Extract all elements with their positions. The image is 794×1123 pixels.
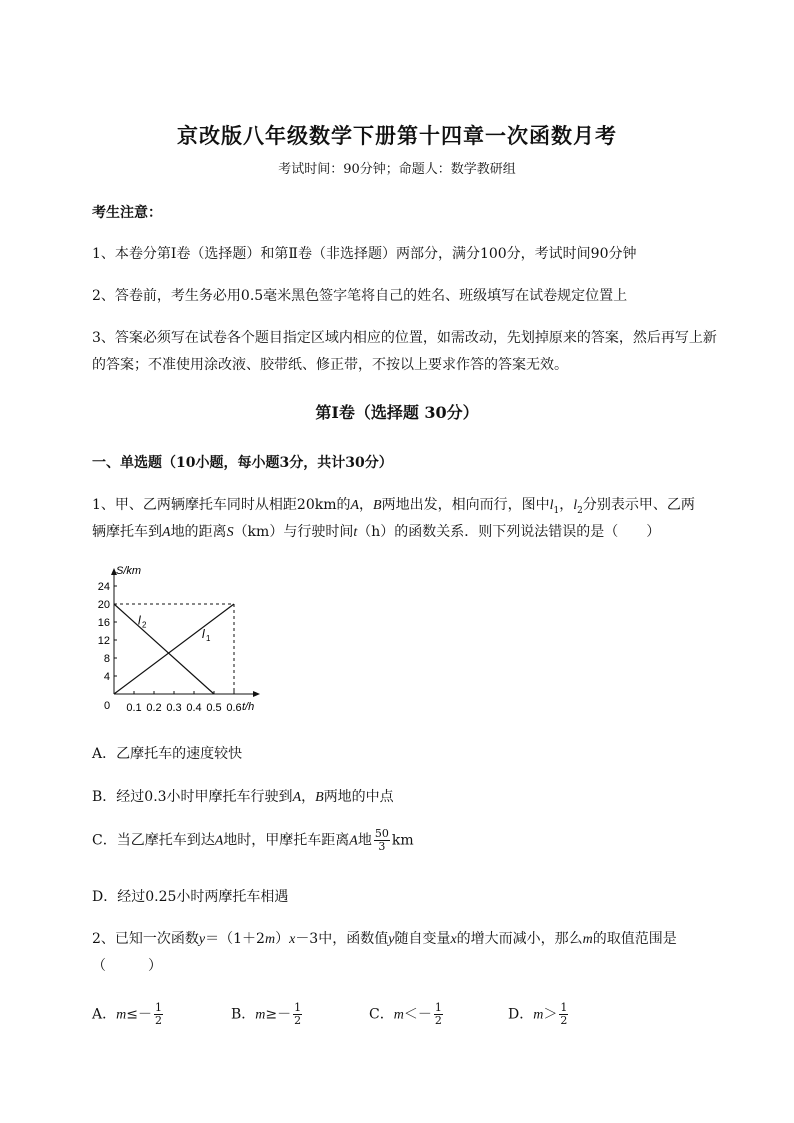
- q2-text: 2、已知一次函数: [92, 931, 199, 947]
- q2-text: 随自变量: [394, 931, 451, 947]
- q1-text: 辆摩托车到: [92, 524, 162, 540]
- fraction-denominator: 2: [560, 1014, 568, 1027]
- x-tick-label: 0.1: [126, 702, 142, 714]
- y-axis-label: S/km: [116, 565, 142, 577]
- var-m: m: [393, 1007, 404, 1023]
- x-tick-label: 0.3: [166, 702, 182, 714]
- q2-option-d[interactable]: [508, 1002, 570, 1027]
- var-m: m: [533, 1007, 544, 1023]
- part-heading: 一、单选题（10小题，每小题3分，共计30分）: [92, 455, 393, 471]
- series-label-l1-sub: 1: [206, 633, 211, 643]
- q1-line1: [92, 494, 695, 516]
- option-text: 地时，甲摩托车距离: [223, 832, 350, 849]
- option-relation: ＜－: [403, 1006, 432, 1023]
- fraction: [434, 1002, 443, 1027]
- series-label-l2: l: [138, 613, 141, 628]
- line-l2-label: l: [573, 498, 578, 513]
- fraction-denominator: 2: [434, 1014, 442, 1027]
- y-tick-label: 12: [97, 635, 110, 647]
- var-s: S: [226, 525, 234, 540]
- y-tick-label: 8: [103, 653, 110, 665]
- option-label: C．: [369, 1006, 394, 1023]
- option-relation: ≥－: [265, 1006, 292, 1023]
- q2-text: 的增大而减小，那么: [456, 931, 583, 947]
- var-y: y: [198, 932, 206, 947]
- fraction: [374, 828, 390, 853]
- option-text: 地: [357, 832, 372, 849]
- q2-option-b[interactable]: [231, 1002, 304, 1027]
- option-label: D．: [508, 1006, 534, 1023]
- fraction: [559, 1002, 568, 1027]
- point-a: A: [349, 833, 358, 849]
- notice-item-3: 3、答案必须写在试卷各个题目指定区域内相应的位置，如需改动，先划掉原来的答案，然后再写上新: [92, 330, 717, 346]
- fraction-numerator: 1: [294, 1001, 302, 1014]
- var-x: x: [289, 932, 296, 947]
- q2-option-a[interactable]: [92, 1002, 165, 1027]
- option-label: B．: [231, 1006, 256, 1023]
- q2-text: ）: [275, 931, 290, 947]
- series-label-l1: l: [202, 626, 205, 641]
- x-axis-label: t/h: [242, 701, 255, 713]
- q2-text: －3中，函数值: [295, 931, 389, 947]
- point-b: B: [315, 790, 324, 805]
- q1-text: 1、甲、乙两辆摩托车同时从相距20km的: [92, 497, 351, 513]
- fraction-numerator: 1: [560, 1001, 568, 1014]
- exam-title: 京改版八年级数学下册第十四章一次函数月考: [177, 123, 617, 148]
- notice-heading: 考生注意：: [92, 205, 162, 221]
- x-tick-label: 0.5: [206, 702, 222, 714]
- notice-item-1: 1、本卷分第I卷（选择题）和第Ⅱ卷（非选择题）两部分，满分100分，考试时间90分钟: [92, 246, 637, 262]
- var-m: m: [116, 1007, 127, 1023]
- y-tick-label: 4: [103, 671, 110, 683]
- x-axis-arrow: [253, 691, 260, 697]
- fraction-numerator: 50: [374, 827, 389, 840]
- q2-text: 的取值范围是: [592, 931, 677, 947]
- line-l1-label: l: [549, 498, 554, 513]
- y-tick-label: 20: [97, 599, 110, 611]
- x-tick-label: 0.6: [226, 702, 242, 714]
- option-text: B．经过0.3小时甲摩托车行驶到: [92, 789, 293, 805]
- fraction-denominator: 2: [154, 1014, 162, 1027]
- fraction-numerator: 1: [154, 1001, 162, 1014]
- point-a: A: [214, 833, 224, 849]
- option-unit: km: [391, 832, 414, 849]
- notice-item-3-cont: 的答案；不准使用涂改液、胶带纸、修正带，不按以上要求作答的答案无效。: [92, 357, 568, 373]
- line-l2-sub: 2: [577, 505, 583, 516]
- y-tick-label: 16: [97, 617, 110, 629]
- q2-text: ＝（1＋2: [205, 931, 265, 947]
- q2-line1: [92, 928, 677, 948]
- var-m: m: [582, 932, 593, 947]
- q1-text: 两地出发，相向而行，图中: [381, 497, 550, 513]
- point-a: A: [292, 790, 302, 805]
- origin-label: 0: [103, 700, 111, 712]
- var-m: m: [264, 932, 276, 947]
- line-l1-sub: 1: [553, 505, 560, 516]
- fraction: [293, 1002, 302, 1027]
- q1-comma: ，: [359, 497, 374, 513]
- series-line-l1: [114, 604, 234, 694]
- q2-option-c[interactable]: [369, 1002, 445, 1027]
- fraction: [154, 1002, 163, 1027]
- var-x: x: [450, 932, 457, 947]
- q1-text: 地的距离: [170, 524, 227, 540]
- point-a: A: [350, 498, 360, 513]
- q1-line2: [92, 521, 660, 541]
- q1-text: （h）的函数关系．则下列说法错误的是（ ）: [357, 524, 661, 540]
- x-tick-label: 0.4: [186, 702, 202, 714]
- q1-option-b[interactable]: [92, 786, 394, 806]
- q1-sep: ，: [559, 497, 574, 513]
- q1-option-a[interactable]: A．乙摩托车的速度较快: [92, 746, 243, 762]
- option-comma: ，: [301, 789, 316, 805]
- q1-text: （km）与行驶时间: [233, 524, 354, 540]
- option-relation: ≤－: [126, 1006, 152, 1023]
- option-text: C．当乙摩托车到达: [92, 832, 215, 849]
- var-t: t: [353, 525, 358, 540]
- x-tick-label: 0.2: [146, 702, 162, 714]
- exam-subtitle: 考试时间：90分钟；命题人：数学教研组: [278, 162, 516, 177]
- option-relation: ＞: [543, 1006, 558, 1023]
- option-label: A．: [92, 1006, 117, 1023]
- series-line-l2: [114, 604, 214, 694]
- point-b: B: [373, 498, 382, 513]
- section-title: 第I卷（选择题 30分）: [315, 403, 479, 422]
- fraction-denominator: 3: [378, 840, 386, 853]
- notice-item-2: 2、答卷前，考生务必用0.5毫米黑色签字笔将自己的姓名、班级填写在试卷规定位置上: [92, 288, 628, 304]
- q1-option-d[interactable]: D．经过0.25小时两摩托车相遇: [92, 889, 289, 905]
- point-a: A: [162, 525, 171, 540]
- q1-option-c[interactable]: [92, 828, 414, 853]
- fraction-numerator: 1: [434, 1001, 442, 1014]
- q1-text: 分别表示甲、乙两: [582, 497, 695, 513]
- distance-time-chart: [92, 560, 352, 725]
- option-text: 两地的中点: [323, 789, 394, 805]
- var-m: m: [255, 1007, 266, 1023]
- y-tick-label: 24: [97, 581, 110, 593]
- series-label-l2-sub: 2: [142, 620, 147, 630]
- fraction-denominator: 2: [294, 1014, 302, 1027]
- q2-line2: （ ）: [92, 958, 162, 974]
- var-y: y: [388, 932, 395, 947]
